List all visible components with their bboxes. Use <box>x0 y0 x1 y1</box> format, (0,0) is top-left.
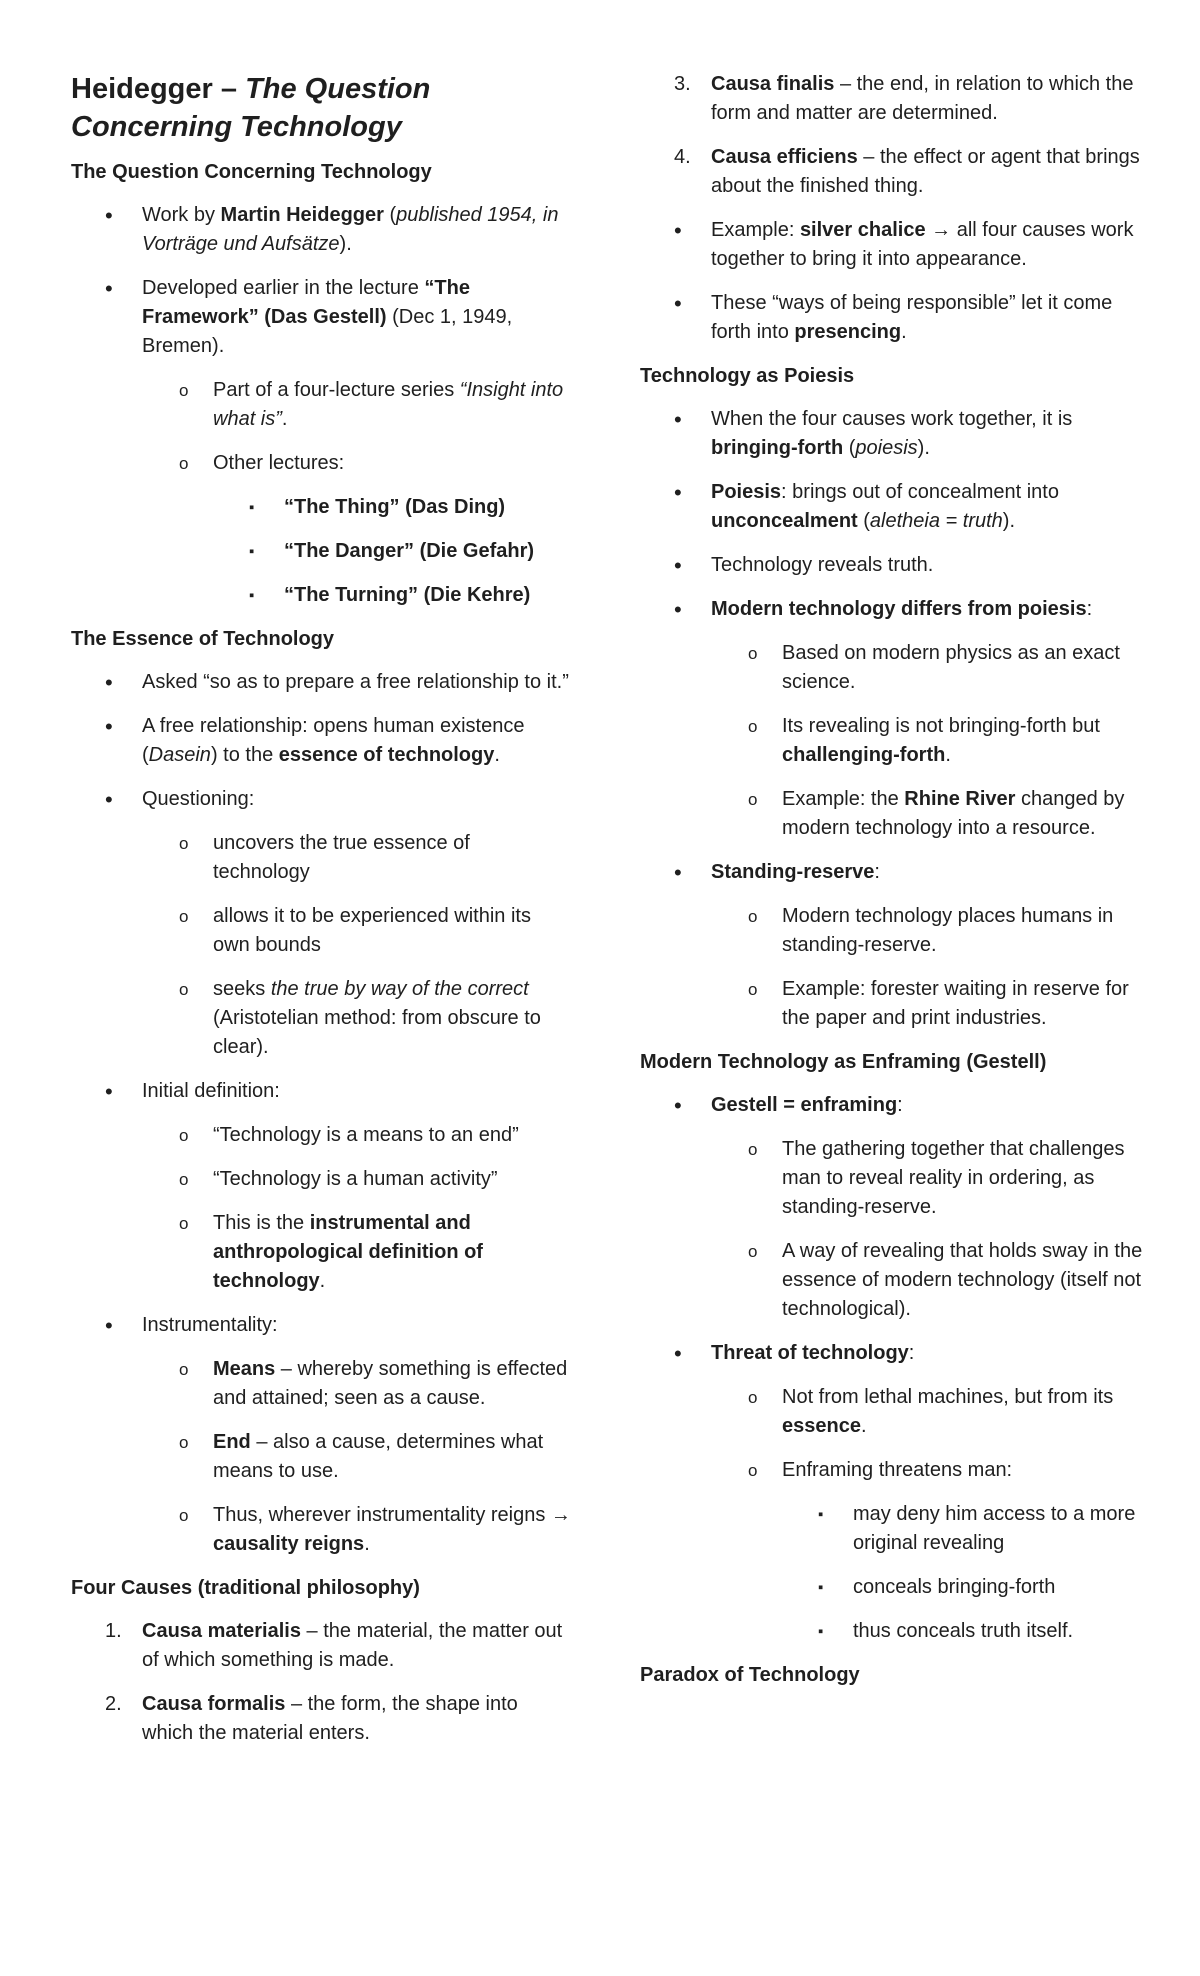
list-item: • Work by Martin Heidegger (published 1954, in Vorträge und Aufsätze). <box>105 203 559 255</box>
circle-marker: o <box>179 381 189 400</box>
bullet-marker: • <box>674 218 682 243</box>
list-item: ▪ thus conceals truth itself. <box>640 1617 1150 1646</box>
list-item: • Initial definition: <box>105 1079 280 1104</box>
bullet-marker: • <box>105 276 113 301</box>
circle-marker: o <box>179 1214 189 1233</box>
numbered-item: 3. Causa finalis – the end, in relation to which the form and matter are determined. <box>640 70 1150 128</box>
circle-marker: o <box>179 1170 189 1189</box>
square-marker: ▪ <box>249 499 255 516</box>
circle-marker: o <box>179 980 189 999</box>
number-marker: 4. <box>674 146 691 168</box>
list-item: • These “ways of being responsible” let it come forth into presencing. <box>674 291 1113 343</box>
square-marker: ▪ <box>818 1506 824 1523</box>
list-item: o Part of a four-lecture series “Insight into what is”. <box>71 376 571 434</box>
list-item: • Developed earlier in the lecture “The Framework” (Das Gestell) (Dec 1, 1949, Bremen). <box>105 276 513 357</box>
circle-marker: o <box>748 1140 758 1159</box>
list-item: o Based on modern physics as an exact science. <box>640 639 1150 697</box>
section-heading-enframing: Modern Technology as Enframing (Gestell) <box>640 1051 1047 1073</box>
bullet-marker: • <box>674 291 682 316</box>
circle-marker: o <box>748 790 758 809</box>
list-item: o Means – whereby something is effected and attained; seen as a cause. <box>71 1355 571 1413</box>
list-item: o uncovers the true essence of technology <box>71 829 571 887</box>
circle-marker: o <box>748 717 758 736</box>
section-heading-essence: The Essence of Technology <box>71 628 335 650</box>
list-item: • Modern technology differs from poiesis: <box>674 597 1093 622</box>
section-heading-four-causes: Four Causes (traditional philosophy) <box>71 1577 420 1599</box>
numbered-item: 4. Causa efficiens – the effect or agent that brings about the finished thing. <box>640 143 1150 201</box>
bullet-marker: • <box>674 860 682 885</box>
circle-marker: o <box>179 454 189 473</box>
circle-marker: o <box>179 1506 189 1525</box>
circle-marker: o <box>748 907 758 926</box>
list-item: o Other lectures: <box>71 449 571 478</box>
circle-marker: o <box>748 1388 758 1407</box>
list-item: • A free relationship: opens human existence (Dasein) to the essence of technology. <box>105 714 525 766</box>
bullet-marker: • <box>674 597 682 622</box>
circle-marker: o <box>179 834 189 853</box>
bullet-marker: • <box>105 787 113 812</box>
bullet-marker: • <box>105 714 113 739</box>
bullet-marker: • <box>105 203 113 228</box>
list-item: • Threat of technology: <box>674 1341 915 1366</box>
numbered-item: 1. Causa materialis – the material, the matter out of which something is made. <box>71 1617 571 1675</box>
list-item: • Poiesis: brings out of concealment into unconcealment (aletheia = truth). <box>674 480 1059 532</box>
list-item: ▪ may deny him access to a more original revealing <box>640 1500 1150 1558</box>
list-item: ▪ “The Turning” (Die Kehre) <box>71 581 571 610</box>
square-marker: ▪ <box>249 587 255 604</box>
list-item: • Example: silver chalice → all four causes work together to bring it into appearance. <box>674 218 1134 270</box>
square-marker: ▪ <box>818 1579 824 1596</box>
number-marker: 3. <box>674 73 691 95</box>
list-item: ▪ conceals bringing-forth <box>640 1573 1150 1602</box>
circle-marker: o <box>179 1433 189 1452</box>
list-item: o Example: the Rhine River changed by modern technology into a resource. <box>640 785 1150 843</box>
list-item: o Its revealing is not bringing-forth but challenging-forth. <box>640 712 1150 770</box>
bullet-marker: • <box>105 670 113 695</box>
list-item: o End – also a cause, determines what means to use. <box>71 1428 571 1486</box>
section-heading-poiesis: Technology as Poiesis <box>640 365 855 387</box>
circle-marker: o <box>179 907 189 926</box>
list-item: o allows it to be experienced within its own bounds <box>71 902 571 960</box>
document-title: Heidegger – The Question Concerning Technology <box>71 73 431 143</box>
list-item: • Asked “so as to prepare a free relationship to it.” <box>105 670 569 695</box>
list-item: o seeks the true by way of the correct (Aristotelian method: from obscure to clear). <box>71 975 571 1062</box>
list-item: o “Technology is a human activity” <box>71 1165 571 1194</box>
list-item: o Modern technology places humans in standing-reserve. <box>640 902 1150 960</box>
left-column <box>71 70 571 1763</box>
bullet-marker: • <box>674 480 682 505</box>
circle-marker: o <box>748 1242 758 1261</box>
list-item: • When the four causes work together, it is bringing-forth (poiesis). <box>674 407 1073 459</box>
bullet-marker: • <box>674 1341 682 1366</box>
section-heading-question: The Question Concerning Technology <box>71 161 432 183</box>
list-item: o “Technology is a means to an end” <box>71 1121 571 1150</box>
numbered-item: 2. Causa formalis – the form, the shape into which the material enters. <box>71 1690 571 1748</box>
list-item: o Not from lethal machines, but from its essence. <box>640 1383 1150 1441</box>
section-heading-paradox: Paradox of Technology <box>640 1664 860 1686</box>
square-marker: ▪ <box>818 1623 824 1640</box>
circle-marker: o <box>748 980 758 999</box>
circle-marker: o <box>748 644 758 663</box>
list-item: • Instrumentality: <box>105 1313 278 1338</box>
circle-marker: o <box>179 1126 189 1145</box>
list-item: ▪ “The Danger” (Die Gefahr) <box>71 537 571 566</box>
list-item: • Standing-reserve: <box>674 860 880 885</box>
list-item: o Example: forester waiting in reserve for the paper and print industries. <box>640 975 1150 1033</box>
bullet-marker: • <box>674 553 682 578</box>
list-item: ▪ “The Thing” (Das Ding) <box>71 493 571 522</box>
list-item: o The gathering together that challenges man to reveal reality in ordering, as standing-reserve. <box>640 1135 1150 1222</box>
bullet-marker: • <box>105 1079 113 1104</box>
bullet-marker: • <box>105 1313 113 1338</box>
list-item: o A way of revealing that holds sway in the essence of modern technology (itself not technological). <box>640 1237 1150 1324</box>
circle-marker: o <box>748 1461 758 1480</box>
list-item: • Gestell = enframing: <box>674 1093 903 1118</box>
square-marker: ▪ <box>249 543 255 560</box>
number-marker: 1. <box>105 1620 122 1642</box>
circle-marker: o <box>179 1360 189 1379</box>
number-marker: 2. <box>105 1693 122 1715</box>
list-item: o Thus, wherever instrumentality reigns → causality reigns. <box>71 1501 571 1559</box>
bullet-marker: • <box>674 407 682 432</box>
list-item: o Enframing threatens man: <box>640 1456 1150 1485</box>
bullet-marker: • <box>674 1093 682 1118</box>
list-item: • Questioning: <box>105 787 255 812</box>
list-item: o This is the instrumental and anthropological definition of technology. <box>71 1209 571 1296</box>
right-column <box>640 70 1150 1704</box>
list-item: • Technology reveals truth. <box>674 553 934 578</box>
